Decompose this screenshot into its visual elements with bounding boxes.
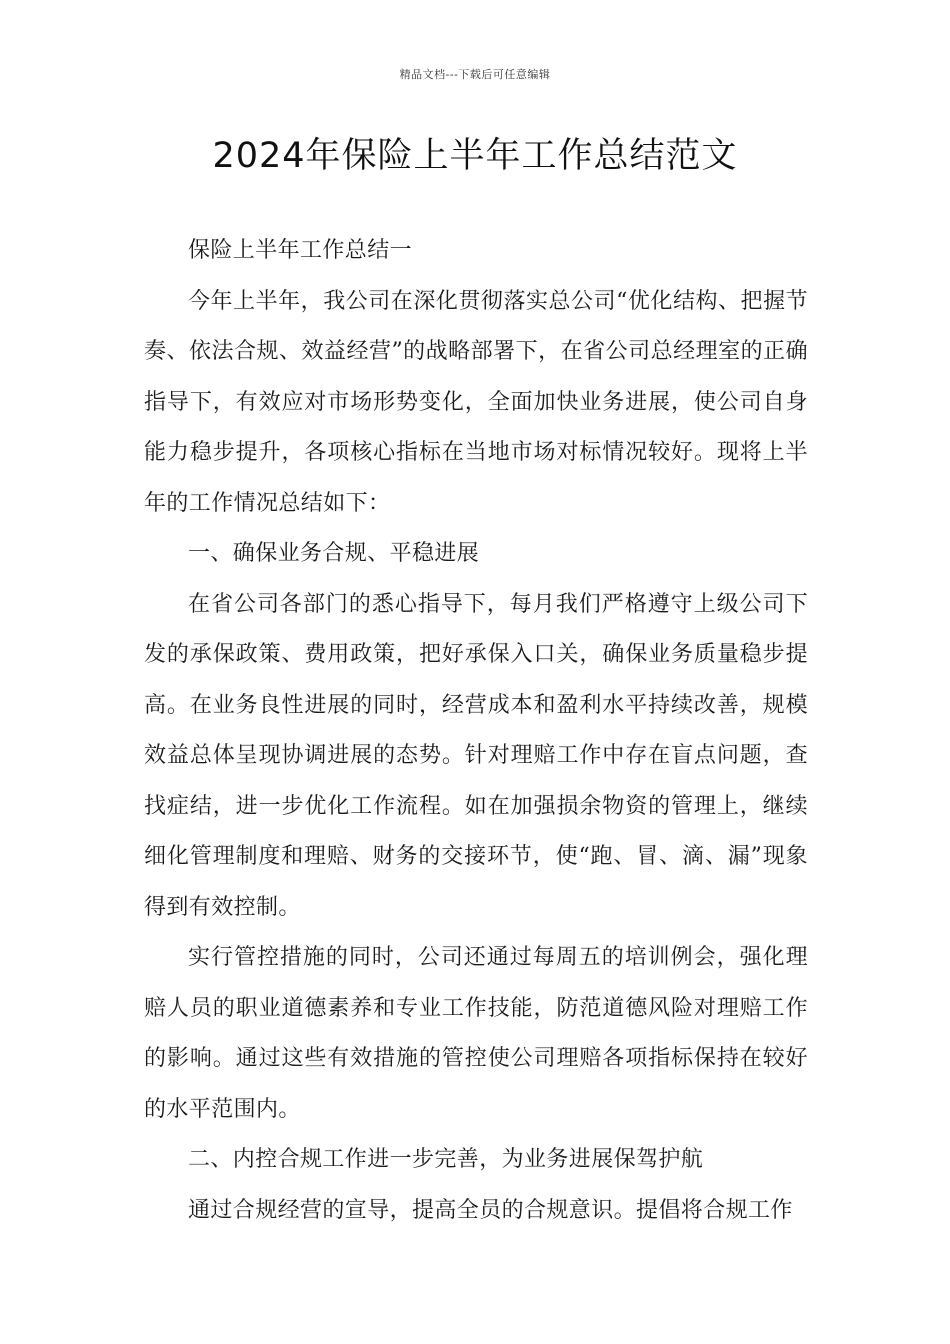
paragraph-intro: 今年上半年，我公司在深化贯彻落实总公司“优化结构、把握节奏、依法合规、效益经营”的战略部署下，在省公司总经理室的正确指导下，有效应对市场形势变化，全面加快业务进展，使公司自身能力稳步提升，各项核心指标在当地市场对标情况较好。现将上半年的工作情况总结如下： bbox=[144, 288, 808, 516]
section-heading-compliance: 一、确保业务合规、平稳进展 bbox=[188, 541, 480, 566]
document-title: 2024年保险上半年工作总结范文 bbox=[212, 136, 738, 176]
header-note: 精品文档---下载后可任意编辑 bbox=[399, 68, 551, 81]
paragraph-compliance: 在省公司各部门的悉心指导下，每月我们严格遵守上级公司下发的承保政策、费用政策，把好承保入口关，确保业务质量稳步提高。在业务良性进展的同时，经营成本和盈利水平持续改善，规模效益总体呈现协调进展的态势。针对理赔工作中存在盲点问题，查找症结，进一步优化工作流程。如在加强损余物资的管理上，继续细化管理制度和理赔、财务的交接环节，使“跑、冒、滴、漏”现象得到有效控制。 bbox=[144, 591, 808, 920]
paragraph-internal-control: 通过合规经营的宣导，提高全员的合规意识。提倡将合规工作 bbox=[188, 1197, 793, 1223]
document-body bbox=[144, 226, 808, 1236]
paragraph-claims-training: 实行管控措施的同时，公司还通过每周五的培训例会，强化理赔人员的职业道德素养和专业工作技能，防范道德风险对理赔工作的影响。通过这些有效措施的管控使公司理赔各项指标保持在较好的水平范围内。 bbox=[144, 945, 808, 1122]
section-heading-internal-control: 二、内控合规工作进一步完善，为业务进展保驾护航 bbox=[188, 1147, 704, 1172]
section-heading-summary-one: 保险上半年工作总结一 bbox=[188, 238, 413, 263]
